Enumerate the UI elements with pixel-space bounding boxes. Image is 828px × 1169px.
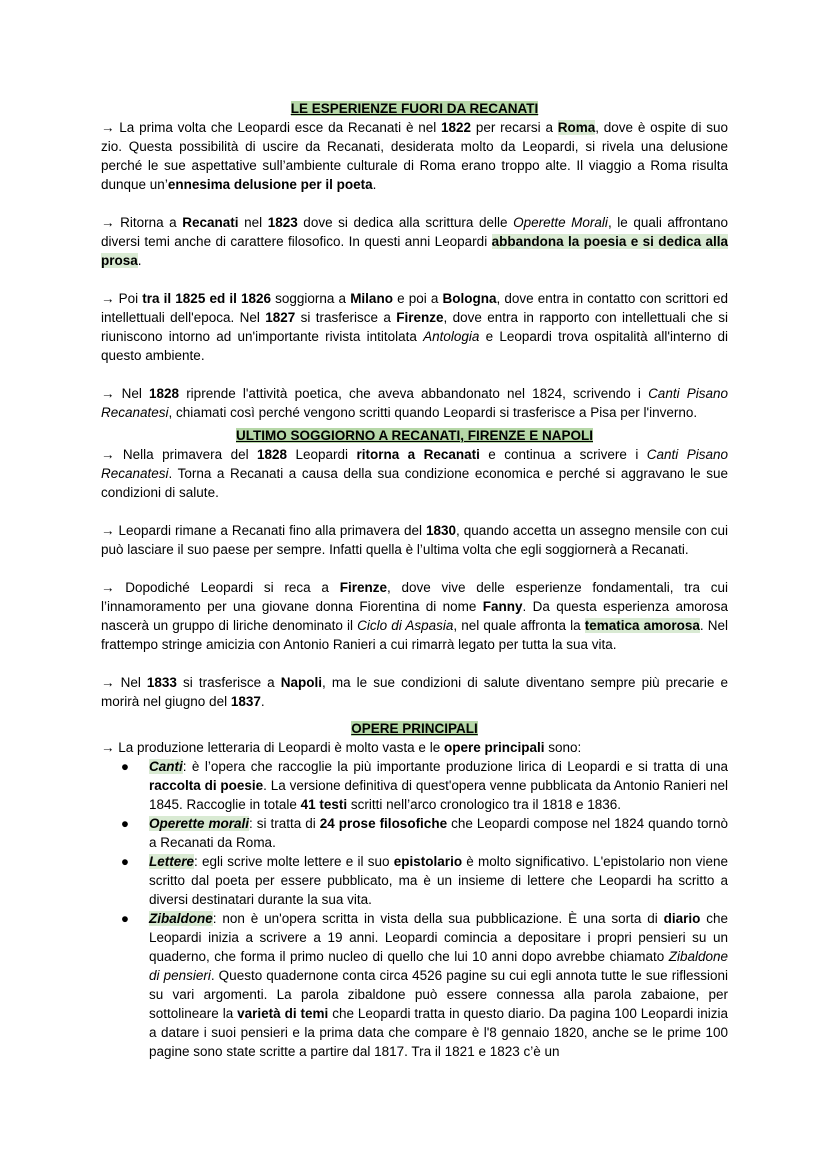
- bullet-icon: ●: [120, 911, 130, 926]
- opere-list: [101, 757, 728, 1061]
- paragraph: → Dopodiché Leopardi si reca a Firenze, dove vive delle esperienze fondamentali, tra cui l’innamoramento per una giovane donna Fiorentina di nome Fanny. Da questa esperienza amorosa nascerà un gruppo di liriche denominato il Ciclo di Aspasia, nel quale affronta la tematica amorosa. Nel frattempo stringe amicizia con Antonio Ranieri a cui rimarrà legato per tutta la sua vita.: [101, 580, 728, 652]
- bullet-icon: ●: [120, 854, 130, 869]
- paragraph: → Leopardi rimane a Recanati fino alla primavera del 1830, quando accetta un assegno mensile con cui può lasciare il suo paese per sempre. Infatti quella è l’ultima volta che egli soggiornerà a Recanati.: [101, 523, 729, 557]
- paragraph: → Poi tra il 1825 ed il 1826 soggiorna a Milano e poi a Bologna, dove entra in contatto con scrittori ed intellettuali dell'epoca. Nel 1827 si trasferisce a Firenze, dove entra in rapporto con intellettuali che si riuniscono intorno ad un'importante rivista intitolata Antologia e Leopardi trova ospitalità all'interno di questo ambiente.: [101, 291, 729, 363]
- bullet-icon: ●: [120, 759, 130, 774]
- section-heading-esperienze: LE ESPERIENZE FUORI DA RECANATI: [290, 101, 539, 116]
- section-heading-opere: OPERE PRINCIPALI: [351, 721, 478, 736]
- list-item: ● Lettere: egli scrive molte lettere e il suo epistolario è molto significativo. L'epistolario non viene scritto dal poeta per essere pubblicato, ma è un insieme di lettere che Leopardi ha scritto a diversi destinatari durante la sua vita.: [120, 854, 728, 907]
- bullet-icon: ●: [120, 816, 130, 831]
- list-item: ● Zibaldone: non è un'opera scritta in vista della sua pubblicazione. È una sorta di diario che Leopardi inizia a scrivere a 19 anni. Leopardi comincia a depositare i propri pensieri su un quaderno, che forma il primo nucleo di quello che lui 10 anni dopo avrebbe chiamato Zibaldone di pensieri. Questo quadernone conta circa 4526 pagine su cui egli annota tutte le sue riflessioni su vari argomenti. La parola zibaldone può essere connessa alla parola zabaione, per sottolineare la varietà di temi che Leopardi tratta in questo diario. Da pagina 100 Leopardi inizia a datare i suoi pensieri e la prima data che compare è l'8 gennaio 1820, anche se le prime 100 pagine sono state scritte a partire dal 1817. Tra il 1821 e 1823 c’è un: [120, 911, 728, 1059]
- section-heading-ultimo-soggiorno: ULTIMO SOGGIORNO A RECANATI, FIRENZE E NAPOLI: [236, 428, 593, 443]
- paragraph: → Nel 1828 riprende l'attività poetica, che aveva abbandonato nel 1824, scrivendo i Canti Pisano Recanatesi, chiamati così perché vengono scritti quando Leopardi si trasferisce a Pisa per l'inverno.: [101, 386, 728, 420]
- paragraph: → Nel 1833 si trasferisce a Napoli, ma le sue condizioni di salute diventano sempre più precarie e morirà nel giugno del 1837.: [101, 675, 729, 709]
- paragraph-intro: → La produzione letteraria di Leopardi è molto vasta e le opere principali sono:: [101, 740, 582, 755]
- paragraph: → La prima volta che Leopardi esce da Recanati è nel 1822 per recarsi a Roma, dove è ospite di suo zio. Questa possibilità di uscire da Recanati, desiderata molto da Leopardi, si rivela una delusione perché le sue aspettative sull’ambiente culturale di Roma erano troppo alte. Il viaggio a Roma risulta dunque un’ennesima delusione per il poeta.: [101, 120, 728, 192]
- document-content: [101, 99, 728, 1061]
- list-item: ● Operette morali: si tratta di 24 prose filosofiche che Leopardi compose nel 1824 quando tornò a Recanati da Roma.: [120, 816, 728, 850]
- paragraph: → Nella primavera del 1828 Leopardi ritorna a Recanati e continua a scrivere i Canti Pisano Recanatesi. Torna a Recanati a causa della sua condizione economica e perché si aggravano le sue condizioni di salute.: [101, 447, 728, 500]
- list-item: ● Canti: è l’opera che raccoglie la più importante produzione lirica di Leopardi e si tratta di una raccolta di poesie. La versione definitiva di quest'opera venne pubblicata da Antonio Ranieri nel 1845. Raccoglie in totale 41 testi scritti nell’arco cronologico tra il 1818 e 1836.: [120, 759, 728, 812]
- paragraph: → Ritorna a Recanati nel 1823 dove si dedica alla scrittura delle Operette Morali, le quali affrontano diversi temi anche di carattere filosofico. In questi anni Leopardi abbandona la poesia e si dedica alla prosa.: [101, 215, 728, 268]
